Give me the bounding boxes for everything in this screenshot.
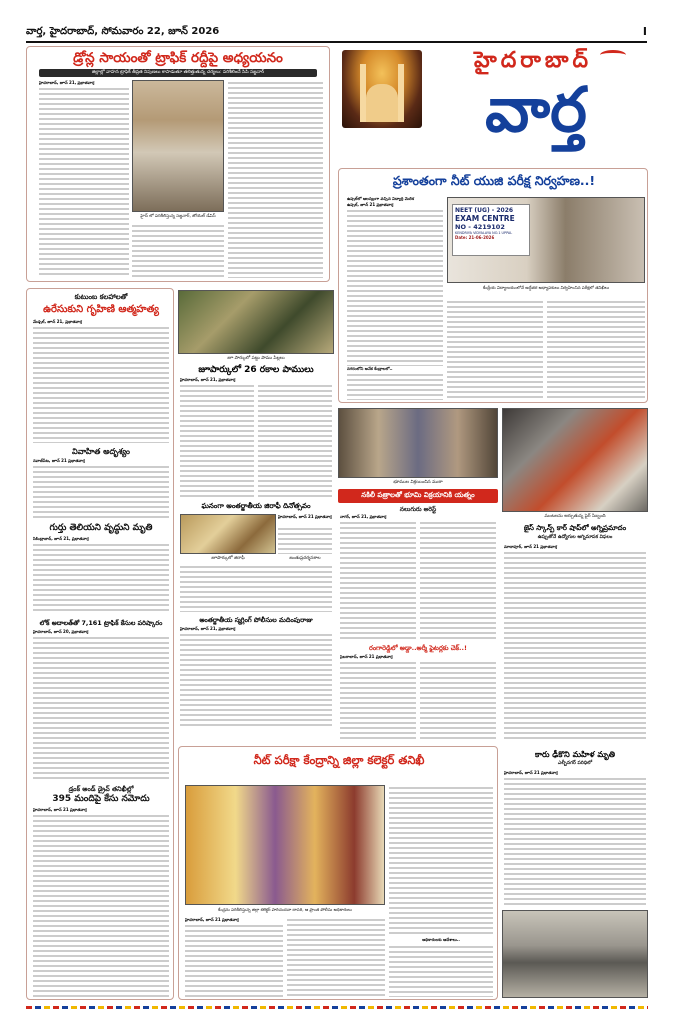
- bottom-decor-bar: [26, 1006, 648, 1009]
- collector-dateline: హైదరాబాద్, జూన్ 21 ప్రభాతవార్త: [185, 917, 239, 922]
- drunk-headline: 395 మందిపై కేసు నమోదు: [52, 794, 150, 804]
- neet-top-body-col1: [347, 208, 443, 366]
- neet-sign-line5: Date: 21-06-2026: [455, 235, 495, 240]
- collector-photo: [185, 785, 385, 905]
- collector-headline: నీట్ పరీక్షా కేంద్రాన్ని జిల్లా కలెక్టర్ తనిఖీ: [253, 753, 425, 767]
- drone-body-col1: [39, 86, 129, 278]
- car-headline: కారు ఢీకొని మహిళ మృతి: [535, 750, 615, 759]
- neet-centre-photo: [447, 197, 645, 283]
- logo-name: వార్త: [485, 73, 587, 146]
- drunk-dateline: హైదరాబాద్, జూన్ 21 ప్రభాతవార్త: [33, 807, 87, 812]
- logo-city: హైదరాబాద్: [474, 48, 592, 73]
- giraffe-photo: [180, 514, 276, 554]
- gurtu-dateline: సికింద్రాబాద్, జూన్ 21, ప్రభాతవార్త: [33, 536, 89, 541]
- drone-photo-caption: హైద్ లో పరిశీలిస్తున్న సజ్జనార్, జోయెల్ డేవిస్: [140, 214, 216, 219]
- drugs-headline: అంతర్జాతీయ స్మగ్లింగ్ పోలీసుల మదింపురాజు: [199, 616, 313, 624]
- car-kicker: ఎల్బీనగర్ పరిధిలో: [557, 761, 593, 766]
- drugs-body: [180, 632, 332, 728]
- car-photo: [502, 910, 648, 998]
- ranga-body: [340, 660, 416, 740]
- car-body: [504, 776, 646, 906]
- charminar-image: [342, 50, 422, 128]
- snakes-body-2: [258, 383, 332, 498]
- fire-photo: [502, 408, 648, 512]
- traffic-dateline: హైదరాబాద్, జూన్ 20, ప్రభాతవార్త: [33, 629, 89, 634]
- kutumba-headline: ఉరేసుకుని గృహిణి ఆత్మహత్య: [43, 304, 159, 315]
- neet-top-body-col3: [547, 299, 645, 399]
- middle-column: [178, 288, 334, 742]
- fake-land-body-2: [420, 520, 496, 640]
- neet-top-headline: ప్రశాంతంగా నీట్ యుజి పరీక్ష నిర్వహణ..!: [392, 173, 596, 188]
- giraffe-body-side: [278, 526, 332, 554]
- collector-body-3: [389, 785, 493, 935]
- fake-land-story: [338, 408, 498, 742]
- fire-story: [502, 408, 648, 742]
- neet-top-kicker: నగరంలోని అనేక కేంద్రాలలో..: [347, 366, 393, 371]
- fake-land-photo-caption: భూముల విక్రయించిన ముఠా: [393, 480, 443, 485]
- neet-top-body-col1b: [347, 372, 443, 400]
- neet-sign-line2: EXAM CENTRE: [455, 214, 515, 223]
- fire-kicker: ఉప్పుతోనే ఉద్యోగుల అగ్నిమాపక విఫలం: [537, 535, 613, 540]
- masthead-line: వార్త, హైదరాబాద్, సోమవారం 22, జూన్ 2026: [26, 26, 220, 37]
- drone-body-col2: [132, 223, 224, 278]
- vivahita-body: [33, 464, 169, 518]
- car-story: [502, 746, 648, 1000]
- neet-sign: [452, 204, 530, 256]
- ranga-body-2: [420, 660, 496, 740]
- gurtu-body: [33, 542, 169, 614]
- giraffe-dateline: హైదరాబాద్, జూన్ 21 ప్రభాతవార్త: [278, 514, 332, 519]
- collector-story: [178, 746, 498, 1000]
- charminar-arch: [366, 84, 398, 122]
- collector-body-4: [389, 944, 493, 997]
- drugs-dateline: హైదరాబాద్, జూన్ 21, ప్రభాతవార్త: [180, 626, 236, 631]
- kutumba-body: [33, 325, 169, 443]
- neet-top-story: [338, 168, 648, 403]
- drunk-body: [33, 813, 169, 997]
- header-rule: [26, 41, 647, 43]
- fire-dateline: మాదాపూర్, జూన్ 21 ప్రభాతవార్త: [504, 544, 558, 549]
- fake-land-kicker: నలుగురు అరెస్ట్: [399, 506, 437, 513]
- charminar-minaret-right: [398, 64, 404, 122]
- collector-body-2: [287, 917, 385, 997]
- snakes-headline: జూపార్కులో 26 రకాల పాములు: [198, 365, 314, 375]
- fire-body: [504, 550, 646, 742]
- drone-photo: [132, 80, 224, 212]
- fake-land-body: [340, 520, 416, 640]
- traffic-headline: లోక్ అదాలత్‌తో 7,161 ట్రాఫిక్ కేసుల పరిష్కారం: [39, 619, 163, 627]
- ranga-headline: రంగారెడ్డిలో అడ్డా..అర్మీ ఫైటర్లకు చెక్..!: [369, 644, 467, 652]
- collector-kicker: అధికారులకు ఆదేశాలు..: [422, 937, 460, 942]
- neet-sign-line1: NEET (UG) - 2026: [455, 207, 514, 214]
- neet-sign-line4: KENDRIYA VIDYALAYA NO.1 UPPAL: [455, 231, 513, 235]
- neet-top-photo-caption: కేంద్రీయ విద్యాలయంలోనే అద్దేతర అధ్యాపకులు నిర్వహించిన పరీక్షలో తనిఖీలు: [482, 285, 610, 290]
- drone-headline: డ్రోన్ల సాయంతో ట్రాఫిక్ రద్దీపై అధ్యయనం: [73, 50, 283, 66]
- snakes-dateline: హైదరాబాద్, జూన్ 21, ప్రభాతవార్త: [180, 377, 236, 382]
- drone-subhead: జిల్లాల్లో వాహన ట్రాఫిక్ తీవ్రత నిపుణలు కాపాడుతూ తలెత్తుతున్న చర్యలు: పరిశీలించే సిపి సజ్జనార్: [39, 69, 317, 77]
- fire-photo-caption: మంటలను ఆర్పుతున్న ఫైర్ సిబ్బంది: [544, 514, 606, 519]
- fire-headline: జైస్ స్కాన్ప్ కార్ షాప్‌లో అగ్నిప్రమాదం: [523, 524, 627, 532]
- drone-body-col3: [228, 80, 323, 278]
- neet-top-body-col2: [447, 299, 543, 399]
- vivahita-dateline: నవాబ్‌పేట, జూన్ 21 ప్రభాతవార్త: [33, 458, 85, 463]
- fake-land-dateline: నాగర్, జూన్ 21, ప్రభాతవార్త: [340, 514, 387, 519]
- gurtu-headline: గుర్తు తెలియని వృద్ధుని మృతి: [49, 523, 153, 533]
- fake-land-photo: [338, 408, 498, 478]
- neet-top-dateline: ఉప్పల్, జూన్ 21 ప్రభాతవార్త: [347, 202, 394, 207]
- left-column: [26, 288, 174, 1000]
- car-dateline: హైదరాబాద్, జూన్ 21 ప్రభాతవార్త: [504, 770, 558, 775]
- kutumba-kicker: కుటుంబ కలహాలతో: [74, 293, 128, 301]
- drone-dateline: హైదరాబాద్, జూన్ 21, ప్రభాతవార్త: [39, 80, 95, 85]
- giraffe-headline: ఘనంగా అంతర్జాతీయ జిరాఫీ దినోత్సవం: [201, 502, 311, 510]
- traffic-body: [33, 635, 169, 779]
- drunk-kicker: డ్రంక్ అండ్ డ్రైవ్ తనిఖీల్లో: [68, 785, 134, 793]
- kutumba-dateline: మేడ్చల్, జూన్ 21, ప్రభాతవార్త: [33, 319, 83, 324]
- drone-story: [26, 46, 330, 282]
- collector-body-1: [185, 923, 283, 997]
- bird-icon: [600, 50, 626, 60]
- neet-sign-line3: NO - 4219102: [455, 223, 505, 231]
- vaartha-logo: [338, 46, 648, 162]
- giraffe-caption2: జంతుప్రదర్శనశాల: [289, 556, 321, 561]
- snake-photo: [178, 290, 334, 354]
- page-number: I: [642, 25, 647, 38]
- snake-photo-caption: జూ పార్కులో పట్టు పాము పిల్లలు: [227, 356, 285, 361]
- fake-land-headline: నకిలీ పత్రాలతో భూమి విక్రయానికి యత్నం: [361, 491, 475, 499]
- snakes-body: [180, 383, 254, 498]
- vivahita-headline: వివాహిత అదృశ్యం: [72, 447, 130, 456]
- ranga-dateline: సైబరాబాద్, జూన్ 21 ప్రభాతవార్త: [340, 654, 393, 659]
- giraffe-caption: జూపార్కులో జిరాఫీ: [211, 556, 245, 561]
- giraffe-body: [180, 564, 332, 612]
- neet-top-subline: ఉప్పల్‌లో ఆలస్యంగా వచ్చిన విద్యార్ధి మెలిక: [347, 196, 415, 201]
- collector-photo-caption: కేంద్రను పరిశీలిస్తున్న జిల్లా కలెక్టర్ హరిచందనా దాసరి, ఆ ప్రాంత పోలీసు అధికారులు: [218, 907, 352, 912]
